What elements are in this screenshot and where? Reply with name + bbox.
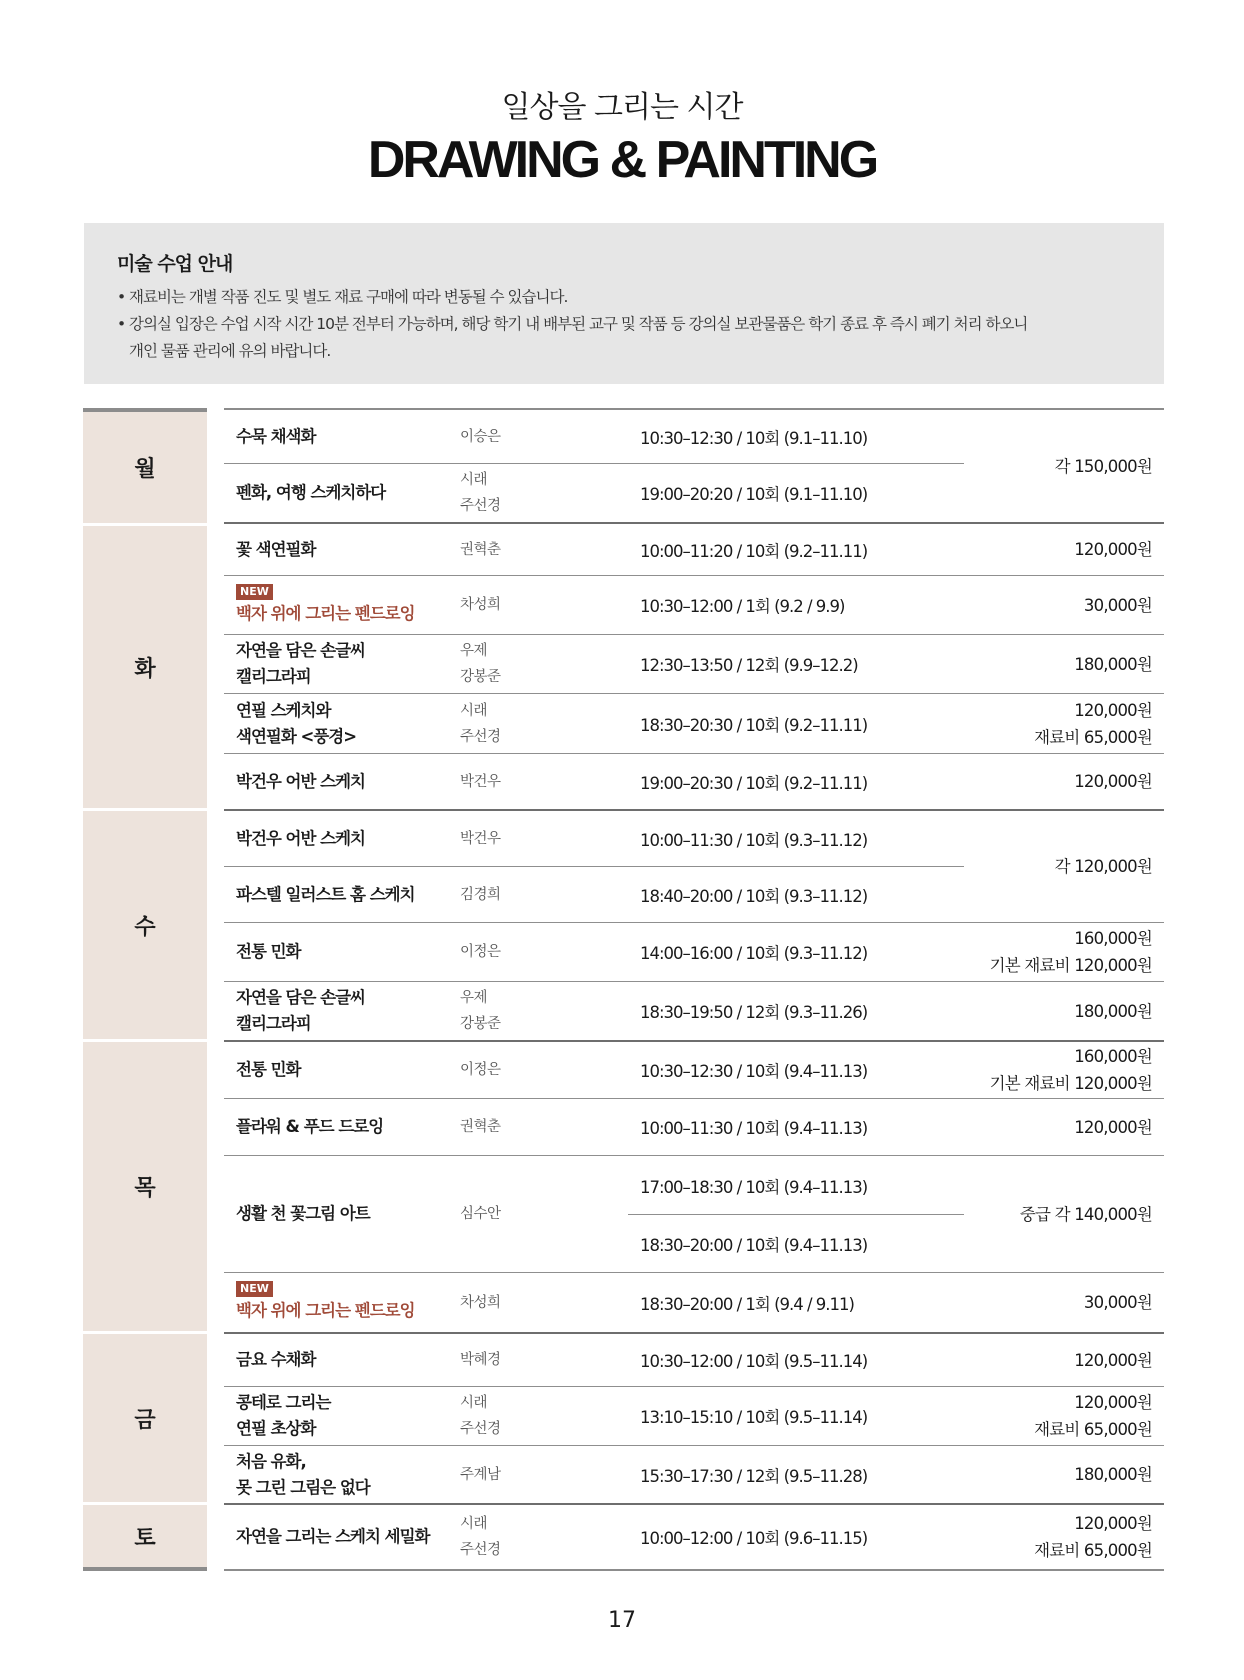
notice-item-continued: 개인 물품 관리에 유의 바랍니다. [129,342,331,360]
course-time: 18:30–20:30 / 10회 (9.2–11.11) [640,715,868,735]
course-time: 19:00–20:30 / 10회 (9.2–11.11) [640,773,868,793]
course-teacher: 시래 주선경 [460,1395,501,1437]
page-header [0,82,1244,190]
course-price: 120,000원 [1074,1117,1152,1137]
course-time: 14:00–16:00 / 10회 (9.3–11.12) [640,944,868,963]
table-row [224,1099,1164,1155]
course-time: 10:30–12:30 / 10회 (9.1–11.10) [640,428,868,448]
table-row [224,1334,1164,1386]
course-price: 120,000원 [1074,772,1152,791]
table-row [224,635,1164,693]
notice-item: • 재료비는 개별 작품 진도 및 별도 재료 구매에 따라 변동될 수 있습니다. [117,284,1131,311]
course-time: 15:30–17:30 / 12회 (9.5–11.28) [640,1466,868,1486]
table-row [224,982,1164,1040]
course-time: 10:00–11:30 / 10회 (9.4–11.13) [640,1119,868,1138]
course-price: 180,000원 [1074,1001,1152,1021]
course-teacher: 이정은 [460,1062,501,1078]
course-price: 중급 각 140,000원 [1019,1204,1152,1224]
day-monday: 월 [83,408,207,523]
course-title: NEW 백자 위에 그리는 펜드로잉 [236,1282,415,1320]
course-price: 120,000원 재료비 65,000원 [1034,700,1152,747]
course-teacher: 시래 주선경 [460,472,501,514]
course-title: 콩테로 그리는 연필 초상화 [236,1393,331,1438]
notice-title: 미술 수업 안내 [117,253,233,275]
day-saturday: 토 [83,1505,207,1571]
course-teacher: 박건우 [460,773,501,790]
day-tuesday: 화 [83,526,207,808]
course-teacher: 이승은 [460,428,501,445]
course-teacher: 이정은 [460,944,501,960]
course-title: 전통 민화 [236,942,301,961]
course-price: 30,000원 [1083,1293,1152,1312]
table-row [224,1505,1164,1569]
course-teacher: 박혜경 [460,1352,501,1368]
course-title: 꽃 색연필화 [236,539,316,559]
course-time: 12:30–13:50 / 12회 (9.9–12.2) [640,656,858,675]
course-title: 자연을 담은 손글씨 캘리그라피 [236,641,366,686]
table-row [224,923,1164,981]
notice-list [117,284,1131,365]
course-teacher: 권혁춘 [460,1119,501,1135]
course-time: 10:30–12:00 / 10회 (9.5–11.14) [640,1352,868,1371]
day-friday: 금 [83,1334,207,1502]
table-row [224,754,1164,809]
course-price: 30,000원 [1083,595,1152,615]
price-group [224,811,1164,922]
course-title: 전통 민화 [236,1060,301,1079]
course-teacher: 김경희 [460,886,501,903]
course-time: 10:00–12:00 / 10회 (9.6–11.15) [640,1529,868,1548]
course-time: 18:30–20:00 / 1회 (9.4 / 9.11) [640,1294,854,1314]
course-title: 플라워 & 푸드 드로잉 [236,1117,384,1136]
day-thursday: 목 [83,1042,207,1331]
course-price: 각 150,000원 [1054,456,1152,476]
course-time: 13:10–15:10 / 10회 (9.5–11.14) [640,1408,868,1427]
course-teacher: 권혁춘 [460,541,501,558]
table-row [224,576,1164,634]
course-time: 18:30–19:50 / 12회 (9.3–11.26) [640,1003,868,1022]
course-title: 수묵 채색화 [236,426,316,446]
course-title: 박건우 어반 스케치 [236,828,366,848]
course-time: 10:30–12:30 / 10회 (9.4–11.13) [640,1062,868,1081]
course-price: 120,000원 [1074,540,1152,559]
table-row [224,1156,1164,1272]
course-price: 160,000원 기본 재료비 120,000원 [989,1047,1152,1093]
course-title: 자연을 그리는 스케치 세밀화 [236,1527,430,1546]
course-teacher: 시래 주선경 [460,1516,501,1558]
course-teacher: 박건우 [460,830,501,847]
course-teacher: 주계남 [460,1466,501,1483]
course-price: 각 120,000원 [1054,857,1152,876]
course-price: 160,000원 기본 재료비 120,000원 [989,929,1152,975]
course-time: 18:40–20:00 / 10회 (9.3–11.12) [640,886,868,906]
course-teacher: 차성희 [460,1294,501,1311]
page-subtitle: 일상을 그리는 시간 [501,90,743,125]
course-title: 펜화, 여행 스케치하다 [236,483,386,502]
bullet-icon: • [117,315,126,333]
course-price: 120,000원 재료비 65,000원 [1034,1514,1152,1560]
table-row [224,1273,1164,1332]
new-badge: NEW [236,584,273,600]
table-row [224,694,1164,753]
course-time: 10:00–11:20 / 10회 (9.2–11.11) [640,541,868,561]
course-price: 180,000원 [1074,1465,1152,1484]
course-teacher: 우제 강봉준 [460,990,501,1032]
day-wednesday: 수 [83,811,207,1039]
price-group [224,410,1164,522]
table-bottom-border [224,1569,1164,1571]
page-number: 17 [608,1608,636,1633]
course-title: 박건우 어반 스케치 [236,771,366,791]
course-time: 19:00–20:20 / 10회 (9.1–11.10) [640,485,868,504]
course-teacher: 시래 주선경 [460,702,501,745]
course-teacher: 우제 강봉준 [460,643,501,685]
course-time: 18:30–20:00 / 10회 (9.4–11.13) [640,1236,868,1255]
table-row [224,1042,1164,1098]
course-time: 10:00–11:30 / 10회 (9.3–11.12) [640,830,868,850]
table-row [224,1446,1164,1503]
notice-box [84,223,1164,384]
table-row [224,524,1164,575]
course-title: 처음 유화, 못 그린 그림은 없다 [236,1451,370,1497]
course-title: 자연을 담은 손글씨 캘리그라피 [236,988,366,1033]
course-title: 생활 천 꽃그림 아트 [236,1204,370,1223]
table-row [224,1387,1164,1445]
course-price: 120,000원 [1074,1350,1152,1370]
new-badge: NEW [236,1281,273,1297]
course-price: 120,000원 재료비 65,000원 [1034,1393,1152,1439]
course-title: 파스텔 일러스트 홈 스케치 [236,884,415,904]
course-title: 연필 스케치와 색연필화 <풍경> [236,700,357,746]
course-time: 10:30–12:00 / 1회 (9.2 / 9.9) [640,597,845,616]
course-teacher: 차성희 [460,597,501,613]
bullet-icon: • [117,288,126,306]
page-title: DRAWING & PAINTING [367,131,877,189]
course-time: 17:00–18:30 / 10회 (9.4–11.13) [640,1178,868,1197]
notice-item: • 강의실 입장은 수업 시작 시간 10분 전부터 가능하며, 해당 학기 내 배부된 교구 및 작품 등 강의실 보관물품은 학기 종료 후 즉시 폐기 처리 하오니 [117,311,1131,338]
course-teacher: 심수안 [460,1206,501,1222]
course-price: 180,000원 [1074,654,1152,674]
course-title: NEW 백자 위에 그리는 펜드로잉 [236,584,415,623]
course-title: 금요 수채화 [236,1350,316,1369]
